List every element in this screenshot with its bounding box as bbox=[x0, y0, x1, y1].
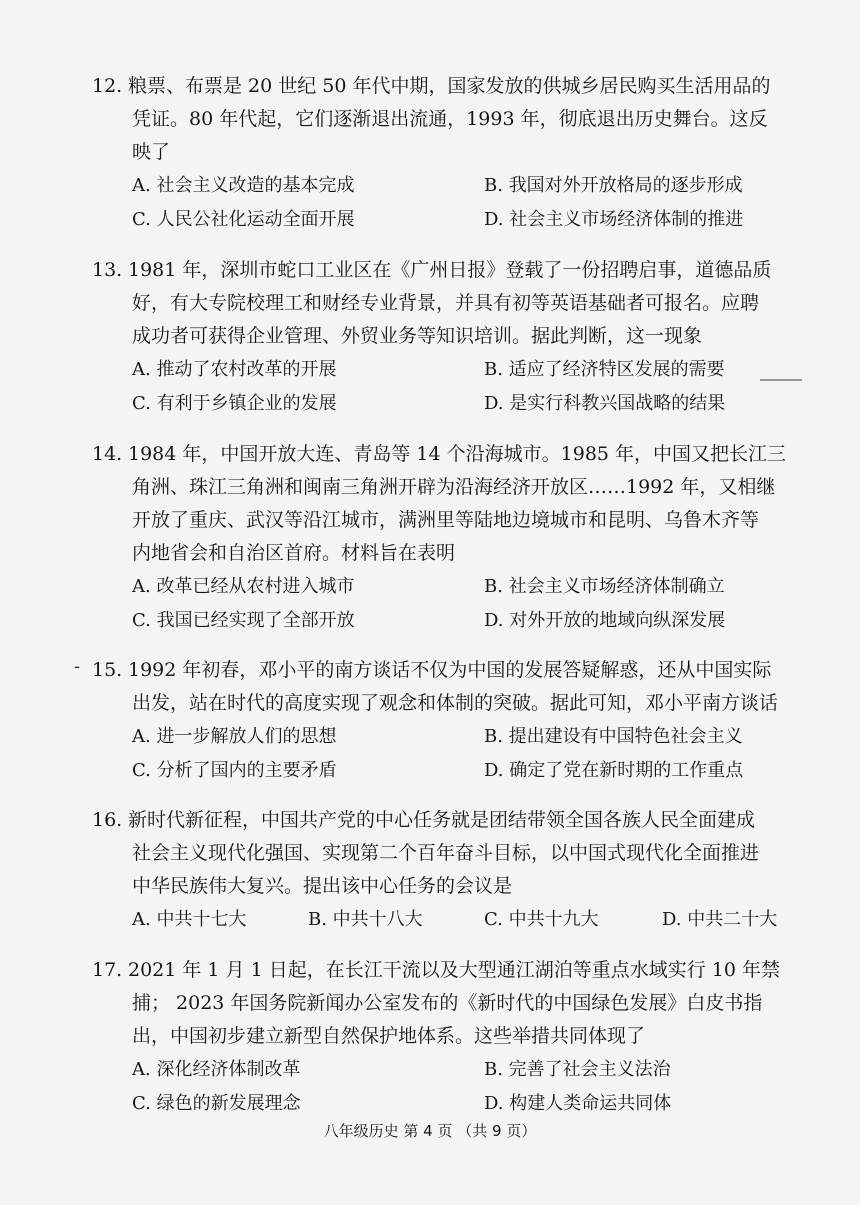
option-group bbox=[92, 1087, 822, 1121]
option-b: B. 完善了社会主义法治 bbox=[484, 1059, 671, 1080]
option-group bbox=[92, 570, 822, 604]
option-group bbox=[92, 754, 822, 788]
option-a: A. 深化经济体制改革 bbox=[132, 1059, 301, 1080]
question-stem-line: 好，有大专院校理工和财经专业背景，并具有初等英语基础者可报名。应聘 bbox=[132, 292, 760, 314]
page-footer: 八年级历史 第 4 页 （共 9 页） bbox=[323, 1122, 537, 1140]
question-stem-line: 14. 1984 年，中国开放大连、青岛等 14 个沿海城市。1985 年，中国又把长江三 bbox=[92, 438, 822, 471]
option-group bbox=[92, 903, 822, 937]
question-17 bbox=[92, 954, 822, 1121]
option-b: B. 社会主义市场经济体制确立 bbox=[484, 576, 725, 597]
option-a: A. 中共十七大 bbox=[132, 909, 247, 930]
question-stem-line: 内地省会和自治区首府。材料旨在表明 bbox=[132, 542, 456, 564]
scan-artifact-mark bbox=[760, 379, 802, 381]
question-stem-line: 开放了重庆、武汉等沿江城市，满洲里等陆地边境城市和昆明、乌鲁木齐等 bbox=[132, 509, 760, 531]
option-d: D. 社会主义市场经济体制的推进 bbox=[484, 209, 744, 230]
question-stem-line: 13. 1981 年，深圳市蛇口工业区在《广州日报》登载了一份招聘启事，道德品质 bbox=[92, 254, 822, 287]
question-stem-line: 出，中国初步建立新型自然保护地体系。这些举措共同体现了 bbox=[132, 1025, 646, 1047]
question-stem-line: 捕； 2023 年国务院新闻办公室发布的《新时代的中国绿色发展》白皮书指 bbox=[132, 992, 763, 1014]
question-number: 16. bbox=[92, 809, 123, 831]
option-d: D. 中共二十大 bbox=[662, 909, 778, 930]
option-d: D. 构建人类命运共同体 bbox=[484, 1093, 672, 1114]
question-number: 13. bbox=[92, 259, 123, 281]
question-stem-line: 社会主义现代化强国、实现第二个百年奋斗目标，以中国式现代化全面推进 bbox=[132, 842, 760, 864]
question-stem-line: 角洲、珠江三角洲和闽南三角洲开辟为沿海经济开放区……1992 年，又相继 bbox=[132, 476, 776, 498]
question-13 bbox=[92, 254, 822, 421]
question-stem-line: 15. 1992 年初春，邓小平的南方谈话不仅为中国的发展答疑解惑，还从中国实际 bbox=[92, 654, 822, 687]
option-group bbox=[92, 203, 822, 237]
option-a: A. 推动了农村改革的开展 bbox=[132, 359, 337, 380]
option-c: C. 有利于乡镇企业的发展 bbox=[132, 393, 337, 414]
question-14 bbox=[92, 438, 822, 638]
option-group bbox=[92, 169, 822, 203]
question-number: 15. bbox=[92, 659, 123, 681]
option-group bbox=[92, 1053, 822, 1087]
question-number: 17. bbox=[92, 959, 123, 981]
question-stem-line: 映了 bbox=[132, 141, 171, 163]
question-12 bbox=[92, 70, 822, 237]
option-b: B. 我国对外开放格局的逐步形成 bbox=[484, 175, 743, 196]
option-d: D. 对外开放的地域向纵深发展 bbox=[484, 610, 726, 631]
option-b: B. 提出建设有中国特色社会主义 bbox=[484, 726, 743, 747]
option-group bbox=[92, 353, 822, 387]
option-b: B. 中共十八大 bbox=[308, 909, 423, 930]
option-d: D. 确定了党在新时期的工作重点 bbox=[484, 760, 744, 781]
question-stem-line: 出发，站在时代的高度实现了观念和体制的突破。据此可知，邓小平南方谈话 bbox=[132, 692, 779, 714]
option-group bbox=[92, 720, 822, 754]
question-stem-line: 凭证。80 年代起，它们逐渐退出流通，1993 年，彻底退出历史舞台。这反 bbox=[132, 108, 768, 130]
question-stem-line: 成功者可获得企业管理、外贸业务等知识培训。据此判断，这一现象 bbox=[132, 325, 703, 347]
option-a: A. 改革已经从农村进入城市 bbox=[132, 576, 355, 597]
question-stem-line: 12. 粮票、布票是 20 世纪 50 年代中期，国家发放的供城乡居民购买生活用品的 bbox=[92, 70, 822, 103]
option-c: C. 人民公社化运动全面开展 bbox=[132, 209, 355, 230]
option-group bbox=[92, 604, 822, 638]
scan-artifact-tick: - bbox=[74, 656, 81, 677]
question-stem-line: 17. 2021 年 1 月 1 日起，在长江干流以及大型通江湖泊等重点水域实行 10 年禁 bbox=[92, 954, 822, 987]
option-c: C. 我国已经实现了全部开放 bbox=[132, 610, 355, 631]
option-d: D. 是实行科教兴国战略的结果 bbox=[484, 393, 726, 414]
question-15 bbox=[92, 654, 822, 788]
option-c: C. 分析了国内的主要矛盾 bbox=[132, 760, 337, 781]
question-number: 12. bbox=[92, 75, 123, 97]
option-b: B. 适应了经济特区发展的需要 bbox=[484, 359, 725, 380]
option-a: A. 进一步解放人们的思想 bbox=[132, 726, 337, 747]
option-c: C. 中共十九大 bbox=[484, 909, 599, 930]
question-number: 14. bbox=[92, 443, 123, 465]
option-a: A. 社会主义改造的基本完成 bbox=[132, 175, 355, 196]
question-16 bbox=[92, 804, 822, 937]
option-c: C. 绿色的新发展理念 bbox=[132, 1093, 301, 1114]
question-stem-line: 16. 新时代新征程，中国共产党的中心任务就是团结带领全国各族人民全面建成 bbox=[92, 804, 822, 837]
option-group bbox=[92, 387, 822, 421]
question-stem-line: 中华民族伟大复兴。提出该中心任务的会议是 bbox=[132, 875, 513, 897]
